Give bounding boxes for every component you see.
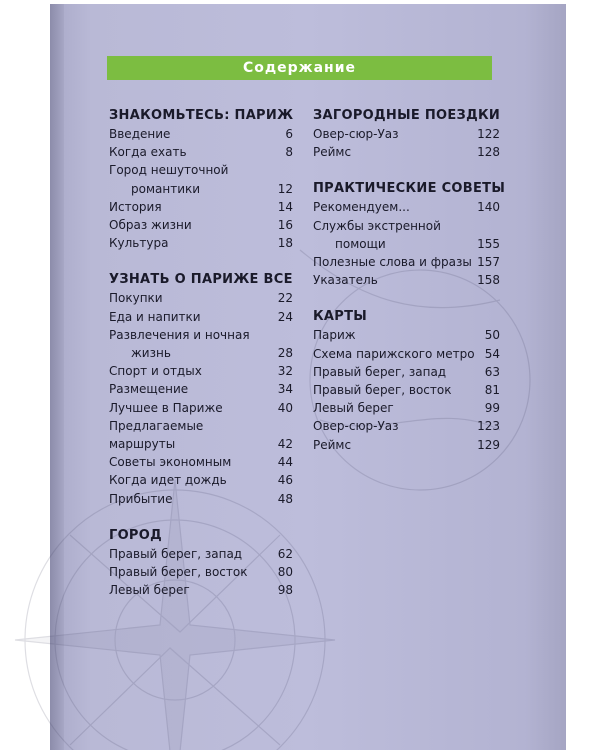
toc-section-title: ЗАГОРОДНЫЕ ПОЕЗДКИ — [313, 108, 501, 123]
toc-entry-label-line: Советы экономным — [109, 455, 232, 470]
toc-entry-label — [313, 326, 478, 344]
toc-entry-label-line: Реймс — [313, 437, 352, 452]
toc-entry-label — [313, 399, 478, 417]
toc-entry[interactable] — [109, 161, 293, 197]
toc-entry-label — [109, 545, 271, 563]
toc-entry-page-number: 158 — [477, 273, 500, 288]
toc-entry-page-number: 157 — [477, 255, 500, 270]
toc-entry-page-number: 99 — [484, 401, 500, 416]
toc-entry-label — [313, 143, 477, 161]
toc-entry[interactable] — [313, 271, 500, 289]
toc-entry[interactable] — [109, 417, 293, 453]
toc-entry-label — [109, 308, 271, 326]
toc-entry-label — [109, 216, 271, 234]
toc-entry-label — [109, 362, 271, 380]
toc-entry-label-line: Когда идет дождь — [109, 473, 227, 488]
toc-entry[interactable] — [313, 253, 500, 271]
toc-entry-page-number: 32 — [277, 364, 293, 379]
toc-entry-page-number: 22 — [277, 291, 293, 306]
contents-title: Содержание — [242, 60, 357, 76]
toc-entry[interactable] — [313, 381, 500, 399]
toc-entry-label — [109, 161, 271, 197]
toc-entry-label-line: Правый берег, запад — [109, 546, 243, 561]
contents-header — [107, 56, 492, 80]
toc-entry-label — [109, 326, 271, 362]
toc-entry[interactable] — [109, 581, 293, 599]
toc-entry[interactable] — [313, 217, 500, 253]
toc-entry-label-line: Когда ехать — [109, 145, 187, 160]
toc-entry-label-line: Образ жизни — [109, 218, 192, 233]
toc-entry[interactable] — [109, 399, 293, 417]
toc-entry-label-line: Лучшее в Париже — [109, 400, 223, 415]
toc-entry-label-line: Правый берег, восток — [109, 565, 248, 580]
toc-section — [109, 270, 293, 507]
toc-entry-page-number: 63 — [484, 364, 500, 379]
toc-entry-label-line: Правый берег, запад — [313, 364, 447, 379]
toc-entry-label — [313, 345, 478, 363]
toc-entry[interactable] — [109, 326, 293, 362]
toc-entry-page-number: 8 — [285, 145, 293, 160]
toc-section — [313, 307, 500, 453]
toc-entry-page-number: 81 — [484, 383, 500, 398]
toc-right-column — [313, 106, 506, 472]
toc-entry-label-continuation: помощи — [335, 236, 386, 251]
toc-entry[interactable] — [313, 143, 500, 161]
toc-entry[interactable] — [313, 326, 500, 344]
toc-entry-label — [109, 198, 271, 216]
toc-entry[interactable] — [109, 308, 293, 326]
toc-entry-label — [313, 436, 477, 454]
toc-entry[interactable] — [313, 125, 500, 143]
toc-entry-label-line: Прибытие — [109, 491, 173, 506]
toc-entry-page-number: 16 — [277, 218, 293, 233]
toc-entry-label — [109, 581, 271, 599]
toc-section — [313, 179, 506, 289]
toc-entry[interactable] — [109, 563, 293, 581]
toc-entry-label-line: Левый берег — [109, 583, 190, 598]
toc-section-title: УЗНАТЬ О ПАРИЖЕ ВСЕ — [109, 272, 293, 288]
toc-entry-page-number: 129 — [477, 437, 500, 452]
toc-entry[interactable] — [109, 198, 293, 216]
toc-entry-page-number: 34 — [277, 382, 293, 397]
toc-entry-label — [109, 399, 271, 417]
toc-entry-label-continuation: жизнь — [131, 346, 171, 361]
toc-entry-label-line: Покупки — [109, 291, 163, 306]
toc-entry-page-number: 44 — [277, 455, 293, 470]
toc-entry-page-number: 128 — [477, 145, 500, 160]
toc-entry-label — [313, 363, 478, 381]
toc-entry-label-line: Правый берег, восток — [313, 383, 452, 398]
toc-entry[interactable] — [313, 399, 500, 417]
toc-entry-label-line: Спорт и отдых — [109, 364, 202, 379]
toc-entry-label — [313, 381, 478, 399]
toc-entry[interactable] — [313, 436, 500, 454]
toc-entry-label-line: Овер-сюр-Уаз — [313, 419, 399, 434]
toc-entry-page-number: 48 — [277, 491, 293, 506]
toc-entry-page-number: 14 — [277, 199, 293, 214]
toc-entry-label — [109, 289, 271, 307]
toc-left-column — [109, 106, 293, 617]
toc-section-title: КАРТЫ — [313, 309, 368, 325]
toc-entry-label — [109, 471, 271, 489]
toc-entry-page-number: 40 — [277, 400, 293, 415]
toc-entry-label — [109, 563, 271, 581]
toc-entry-label — [313, 217, 477, 253]
toc-entry-label — [109, 143, 271, 161]
toc-entry-page-number: 12 — [277, 181, 293, 196]
toc-entry-page-number: 42 — [277, 437, 293, 452]
toc-entry[interactable] — [109, 143, 293, 161]
toc-entry-label — [109, 125, 271, 143]
toc-entry-label-line: Схема парижского метро — [313, 346, 475, 361]
toc-section — [109, 106, 293, 252]
toc-entry-label — [313, 198, 477, 216]
toc-entry[interactable] — [109, 471, 293, 489]
toc-entry-label-continuation: романтики — [131, 181, 201, 196]
toc-entry[interactable] — [109, 125, 293, 143]
toc-entry[interactable] — [109, 453, 293, 471]
toc-section-title: ЗНАКОМЬТЕСЬ: ПАРИЖ — [109, 108, 294, 123]
toc-entry-label — [313, 125, 477, 143]
toc-entry[interactable] — [313, 345, 500, 363]
toc-section-title: ПРАКТИЧЕСКИЕ СОВЕТЫ — [313, 181, 506, 197]
toc-entry[interactable] — [109, 216, 293, 234]
toc-entry-label — [109, 453, 271, 471]
toc-entry-label-line: Полезные слова и фразы — [313, 255, 472, 270]
toc-section-title: ГОРОД — [109, 527, 162, 543]
toc-entry-page-number: 155 — [477, 236, 500, 251]
toc-entry-page-number: 80 — [277, 565, 293, 580]
toc-entry-label-line: Еда и напитки — [109, 309, 201, 324]
toc-entry-page-number: 62 — [277, 546, 293, 561]
toc-entry-label — [109, 417, 271, 453]
toc-entry[interactable] — [313, 417, 500, 435]
toc-entry-label-line: Предлагаемые маршруты — [109, 418, 204, 452]
toc-entry-label — [109, 234, 271, 252]
toc-entry[interactable] — [109, 380, 293, 398]
toc-entry[interactable] — [109, 234, 293, 252]
toc-entry-page-number: 98 — [277, 583, 293, 598]
toc-entry-label-line: Введение — [109, 127, 171, 141]
toc-entry-page-number: 140 — [477, 200, 500, 215]
toc-entry[interactable] — [313, 198, 500, 216]
toc-entry-page-number: 18 — [277, 236, 293, 251]
toc-entry-label — [313, 253, 477, 271]
toc-entry-label-line: Размещение — [109, 382, 189, 397]
toc-entry-page-number: 50 — [484, 328, 500, 343]
toc-entry-label-line: Развлечения и ночная — [109, 327, 250, 342]
toc-entry-page-number: 46 — [277, 473, 293, 488]
toc-entry-page-number: 122 — [477, 127, 500, 141]
toc-entry[interactable] — [109, 362, 293, 380]
toc-section — [109, 526, 293, 600]
toc-entry-label-line: Париж — [313, 328, 356, 343]
toc-entry-label-line: Указатель — [313, 273, 378, 288]
toc-entry-label — [109, 380, 271, 398]
toc-entry-label-line: Левый берег — [313, 401, 394, 416]
toc-entry-page-number: 123 — [477, 419, 500, 434]
toc-entry-label-line: Рекомендуем... — [313, 200, 410, 215]
toc-entry-label — [313, 271, 477, 289]
toc-entry[interactable] — [313, 363, 500, 381]
toc-entry-label-line: Культура — [109, 236, 169, 251]
toc-entry-label — [313, 417, 477, 435]
toc-entry-label-line: История — [109, 199, 162, 214]
toc-entry[interactable] — [109, 545, 293, 563]
toc-entry-page-number: 6 — [285, 127, 293, 141]
toc-entry[interactable] — [109, 289, 293, 307]
toc-entry-label-line: Реймс — [313, 145, 352, 160]
toc-entry-label-line: Службы экстренной — [313, 218, 441, 233]
toc-entry-page-number: 24 — [277, 309, 293, 324]
toc-section — [313, 106, 500, 161]
toc-entry-label-line: Овер-сюр-Уаз — [313, 127, 399, 141]
toc-entry-page-number: 54 — [484, 346, 500, 361]
toc-entry-label — [109, 490, 271, 508]
toc-entry-page-number: 28 — [277, 346, 293, 361]
toc-entry-label-line: Город нешуточной — [109, 163, 229, 178]
toc-entry[interactable] — [109, 490, 293, 508]
